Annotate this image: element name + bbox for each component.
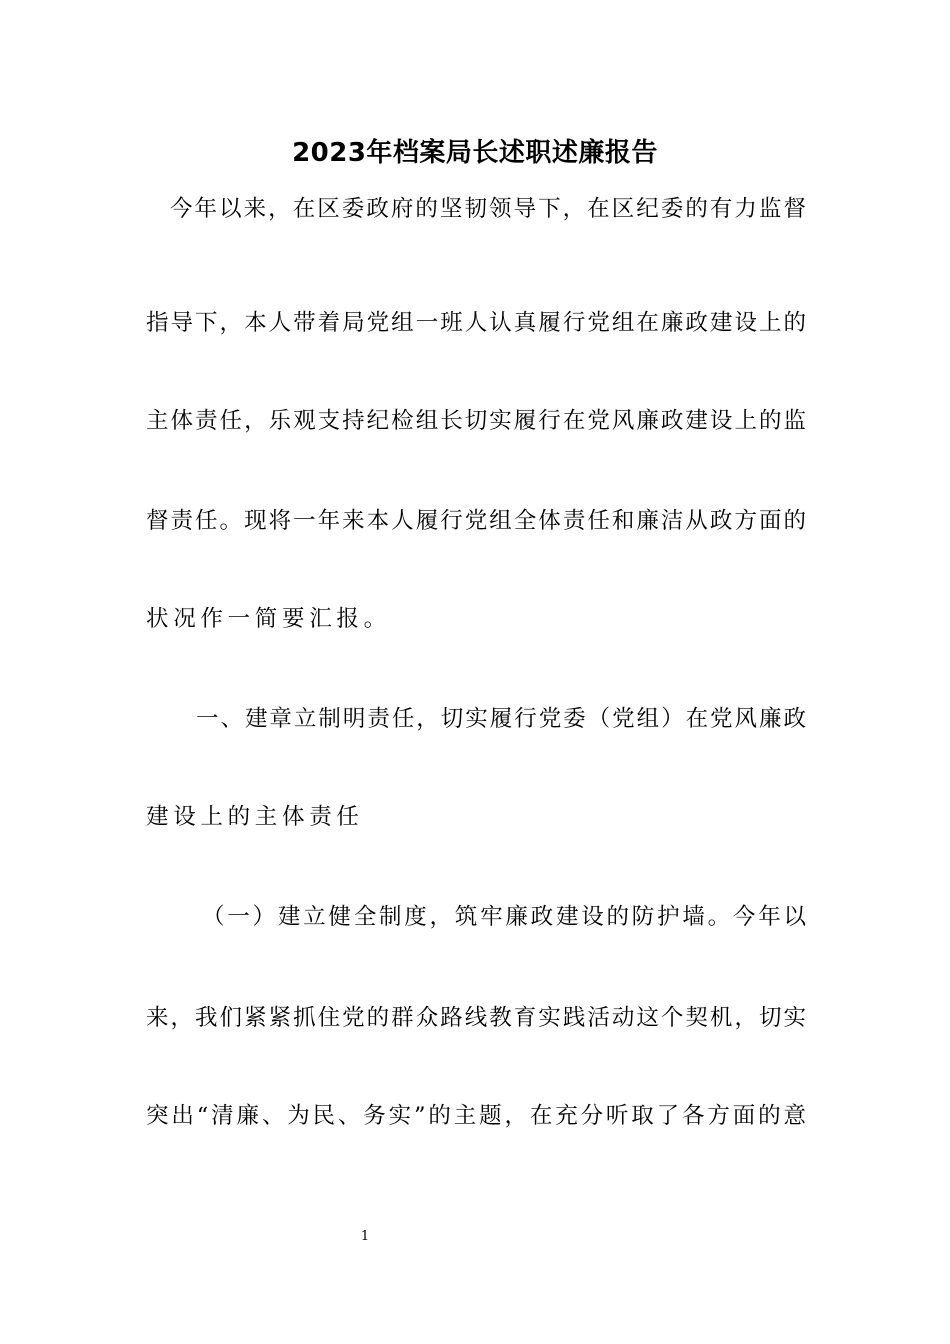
paragraph-line: 主体责任，乐观支持纪检组长切实履行在党风廉政建设上的监 [146, 408, 806, 434]
paragraph-line: 突出“清廉、为民、务实”的主题，在充分听取了各方面的意 [146, 1103, 806, 1129]
section-heading-line: 一、建章立制明责任，切实履行党委（党组）在党风廉政 [196, 706, 806, 732]
section-heading-line: 建设上的主体责任 [146, 804, 364, 830]
page-number: 1 [360, 1229, 370, 1244]
document-title: 2023年档案局长述职述廉报告 [292, 138, 658, 168]
paragraph-line: 状况作一简要汇报。 [146, 606, 391, 632]
paragraph-line: 今年以来，在区委政府的坚韧领导下，在区纪委的有力监督 [170, 196, 806, 222]
paragraph-line: （一）建立健全制度，筑牢廉政建设的防护墙。今年以 [202, 904, 806, 930]
paragraph-line: 督责任。现将一年来本人履行党组全体责任和廉洁从政方面的 [146, 508, 806, 534]
paragraph-line: 来，我们紧紧抓住党的群众路线教育实践活动这个契机，切实 [146, 1005, 806, 1031]
paragraph-line: 指导下，本人带着局党组一班人认真履行党组在廉政建设上的 [146, 310, 806, 336]
